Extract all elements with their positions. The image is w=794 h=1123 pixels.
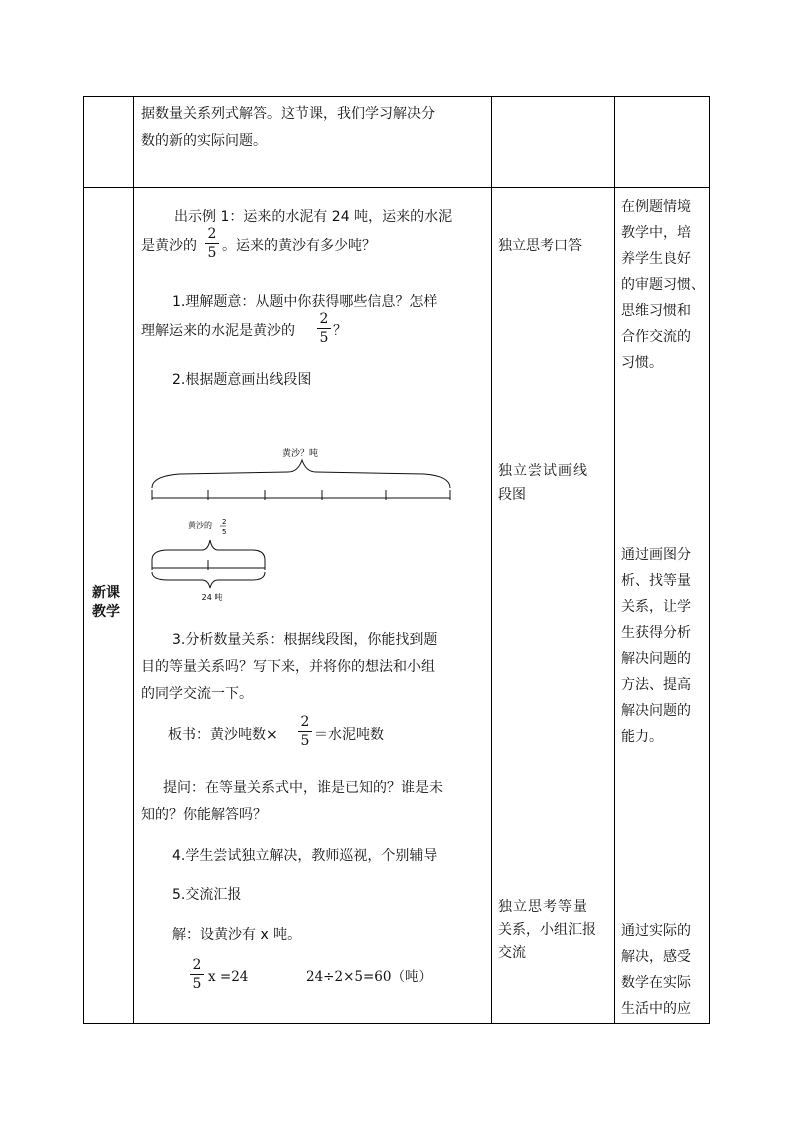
fraction-denominator: 5: [192, 976, 202, 992]
fraction-bar: [190, 974, 204, 975]
intent-2-line-1: 通过画图分: [621, 547, 691, 563]
student-activity-2-line-2: 段图: [498, 487, 526, 503]
diagram-bottom-top-label: 黄沙的: [188, 521, 212, 530]
step4: 4.学生尝试独立解决，教师巡视，个别辅导: [172, 848, 438, 864]
diagram-small-fraction-num: 2: [222, 518, 227, 526]
diagram-bottom-label: 24 吨: [201, 593, 223, 602]
intent-1-line-1: 在例题情境: [621, 199, 691, 215]
intent-1-line-5: 思维习惯和: [621, 303, 691, 319]
fraction-bar: [205, 243, 219, 244]
table-col-1: [133, 96, 134, 1024]
diagram-small-fraction-den: 5: [222, 528, 227, 536]
step3-line-3: 的同学交流一下。: [141, 686, 253, 702]
fraction-numerator: 2: [207, 226, 217, 242]
fraction-2-5-equation: [190, 957, 204, 992]
table-border-bottom: [83, 1023, 710, 1024]
step1-line-2-end: ？: [333, 323, 347, 339]
top-brace: [152, 460, 450, 488]
top-row-line-2: 数的新的实际问题。: [141, 133, 267, 149]
fraction-2-5-board: [298, 714, 312, 749]
bottom-brace: [152, 572, 265, 588]
intent-3-line-4: 生活中的应: [621, 1001, 691, 1017]
step2: 2.根据题意画出线段图: [172, 372, 312, 388]
stage-label-line-2: 教学: [92, 604, 120, 620]
question-line-2: 知的？你能解答吗？: [141, 807, 267, 823]
intent-2-line-7: 解决问题的: [621, 703, 691, 719]
table-col-2: [491, 96, 492, 1024]
step3-line-2: 目的等量关系吗？写下来，并将你的想法和小组: [141, 659, 435, 675]
step3-line-1: 3.分析数量关系：根据线段图，你能找到题: [172, 632, 438, 648]
student-activity-2-line-1: 独立尝试画线: [498, 463, 588, 479]
diagram-top-label: 黄沙？吨: [281, 449, 319, 459]
intent-1-line-2: 教学中，培: [621, 225, 691, 241]
example-intro-line-2a: 是黄沙的: [141, 238, 197, 254]
table-col-4: [709, 96, 710, 1024]
fraction-bar: [317, 328, 331, 329]
example-intro-line-2b: 。运来的黄沙有多少吨？: [222, 238, 376, 254]
question-line-1: 提问：在等量关系式中，谁是已知的？谁是未: [163, 780, 443, 796]
fraction-2-5: [205, 226, 219, 261]
step5: 5.交流汇报: [172, 887, 242, 903]
table-border-row: [83, 187, 710, 188]
intent-2-line-5: 解决问题的: [621, 651, 691, 667]
fraction-bar: [298, 731, 312, 732]
fraction-denominator: 5: [319, 330, 329, 346]
intent-2-line-6: 方法、提高: [621, 677, 691, 693]
table-col-3: [614, 96, 615, 1024]
solution-line: 解：设黄沙有 x 吨。: [172, 927, 302, 943]
student-activity-1: 独立思考口答: [498, 238, 582, 254]
intent-2-line-3: 关系，让学: [621, 599, 691, 615]
stage-label-line-1: 新课: [92, 585, 120, 601]
fraction-denominator: 5: [300, 733, 310, 749]
intent-3-line-2: 解决，感受: [621, 949, 691, 965]
fraction-numerator: 2: [300, 714, 310, 730]
fraction-2-5-step1: [317, 311, 331, 346]
intent-2-line-8: 能力。: [621, 729, 663, 745]
intent-1-line-3: 养学生良好: [621, 251, 691, 267]
intent-3-line-3: 数学在实际: [621, 975, 691, 991]
fraction-denominator: 5: [207, 245, 217, 261]
line-segment-diagram: [140, 440, 470, 610]
middle-brace: [152, 540, 265, 560]
table-border-top: [83, 96, 710, 97]
student-activity-3-line-3: 交流: [498, 945, 526, 961]
student-activity-3-line-2: 关系，小组汇报: [498, 922, 596, 938]
intent-2-line-4: 生获得分析: [621, 625, 691, 641]
intent-2-line-2: 析、找等量: [621, 573, 691, 589]
intent-1-line-6: 合作交流的: [621, 329, 691, 345]
fraction-numerator: 2: [192, 957, 202, 973]
fraction-numerator: 2: [319, 311, 329, 327]
board-text-b: ＝水泥吨数: [314, 727, 384, 743]
equation-rest: x =24: [208, 969, 249, 985]
intent-1-line-4: 的审题习惯、: [621, 277, 705, 293]
calculation: 24÷2×5=60（吨）: [306, 969, 432, 985]
example-intro-line-1: 出示例 1：运来的水泥有 24 吨，运来的水泥: [174, 209, 453, 225]
intent-1-line-7: 习惯。: [621, 355, 663, 371]
intent-3-line-1: 通过实际的: [621, 923, 691, 939]
board-text-a: 板书：黄沙吨数×: [168, 727, 278, 743]
step1-line-2: 理解运来的水泥是黄沙的: [141, 323, 295, 339]
table-col-0: [83, 96, 84, 1024]
top-row-line-1: 据数量关系列式解答。这节课，我们学习解决分: [141, 106, 435, 122]
student-activity-3-line-1: 独立思考等量: [498, 899, 588, 915]
step1-line-1: 1.理解题意：从题中你获得哪些信息？怎样: [172, 294, 438, 310]
